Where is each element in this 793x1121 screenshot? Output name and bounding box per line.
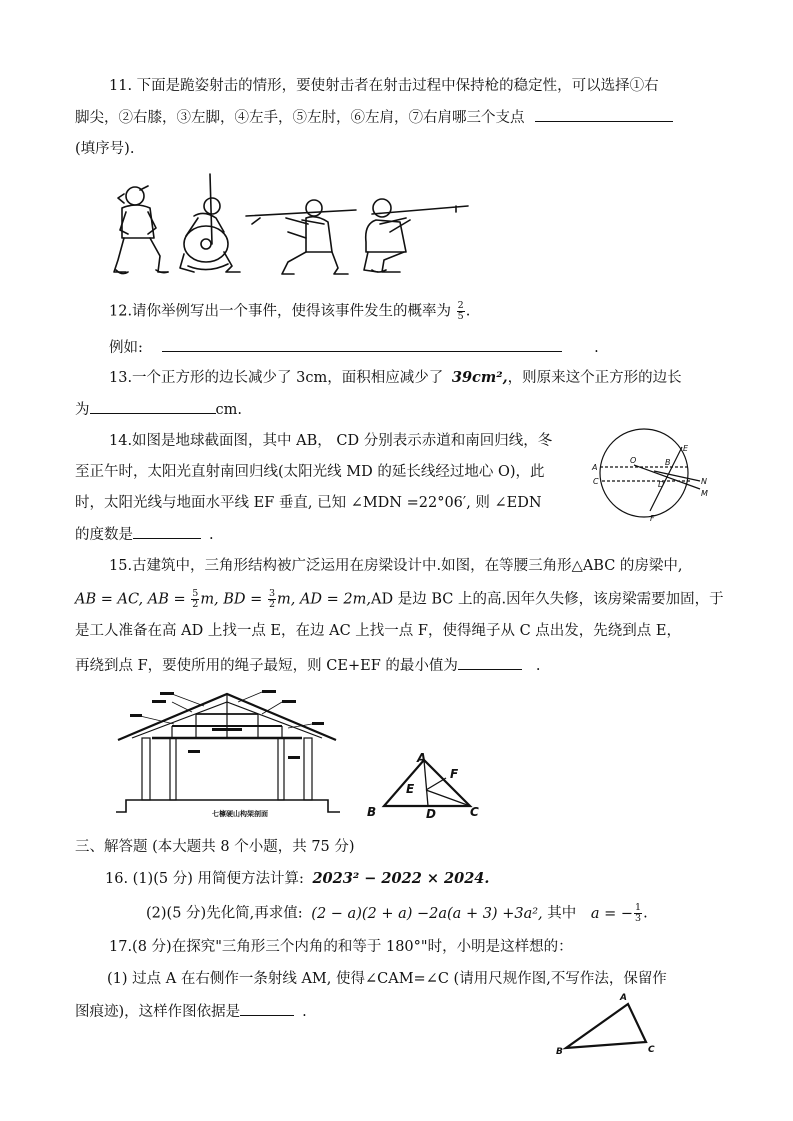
q12-line2 [109, 337, 599, 358]
q11-line2-text: 脚尖，②右膝，③左脚，④左手，⑤左肘，⑥左肩，⑦右肩哪三个支点 [75, 110, 525, 126]
q17-line3-end: . [302, 1004, 307, 1020]
q15-f2-den: 2 [268, 599, 275, 610]
q17-label-a: A [620, 993, 627, 1003]
shooter-back-view [180, 174, 240, 272]
q15-fraction-bd [268, 589, 276, 610]
shooting-postures-figure [110, 172, 480, 282]
q17-label-c: C [648, 1045, 655, 1055]
q16-a-eq: a = − [590, 905, 634, 922]
q15-answer-blank[interactable] [458, 655, 522, 670]
shooter-front-view [114, 186, 168, 274]
q15-line2-tail: AD 是边 BC 上的高.因年久失修，该房梁需要加固，于 [371, 591, 724, 608]
q16-a-end: . [643, 905, 648, 922]
q17-triangle-abc [566, 1004, 646, 1048]
altitude-ad [424, 760, 428, 806]
q15-fraction-ab [191, 589, 199, 610]
q14-line3: 时，太阳光线与地面水平线 EF 垂直, 已知 ∠MDN =22°06′, 则 ∠EDN [75, 495, 542, 511]
q14-label-o: O [630, 456, 637, 465]
q16-part1 [105, 869, 489, 889]
q15-line1: 15.古建筑中，三角形结构被广泛运用在房梁设计中.如图，在等腰三角形△ABC 的房梁中, [109, 558, 683, 574]
q11-line3: (填序号). [75, 141, 135, 157]
q13-line2-start: 为 [75, 402, 90, 418]
roof-structure-figure [112, 688, 342, 818]
q17-line3-text: 图痕迹)，这样作图依据是 [75, 1004, 241, 1020]
q13-text-b: ，则原来这个正方形的边长 [507, 370, 682, 386]
column-left [142, 738, 150, 800]
q14-label-a: A [592, 463, 598, 472]
q12-frac-num: 2 [457, 300, 464, 311]
q15-f1-den: 2 [192, 599, 199, 610]
q14-line4-text: 的度数是 [75, 527, 133, 543]
q13-line1 [109, 368, 682, 388]
q13-line2 [75, 399, 242, 420]
q15-line2 [75, 589, 724, 610]
q17-answer-blank[interactable] [240, 1001, 294, 1016]
q15-line4-text: 再绕到点 F，要使所用的绳子最短，则 CE+EF 的最小值为 [75, 658, 458, 674]
earth-circle [600, 429, 688, 517]
q17-line2: (1) 过点 A 在右侧作一条射线 AM, 使得∠CAM=∠C (请用尺规作图,不写作法，保留作 [107, 971, 667, 987]
q14-answer-blank[interactable] [133, 524, 201, 539]
q12-frac-den: 5 [457, 311, 464, 322]
q14-line1: 14.如图是地球截面图，其中 AB， CD 分别表示赤道和南回归线，冬 [109, 433, 553, 449]
q12-example-end: . [594, 340, 599, 356]
q14-line2: 至正午时，太阳光直射南回归线(太阳光线 MD 的延长线经过地心 O)，此 [75, 464, 545, 480]
q11-answer-blank[interactable] [535, 107, 673, 122]
q14-label-b: B [665, 458, 671, 467]
q11-line2 [75, 107, 673, 128]
q12-example-label: 例如: [109, 340, 143, 356]
q12-line1 [109, 301, 470, 322]
q15-math-ad: m, AD = 2m, [276, 591, 372, 608]
q16-p2-text: (2)(5 分)先化简,再求值: [146, 905, 303, 922]
q14-line4 [75, 524, 214, 545]
q11-line1: 11. 下面是跪姿射击的情形，要使射击者在射击过程中保持枪的稳定性，可以选择①右 [109, 78, 659, 94]
q14-label-e: E [683, 444, 689, 453]
q14-label-d: D [658, 480, 665, 489]
q15-f2-num: 3 [268, 588, 275, 599]
q15-label-d: D [426, 807, 436, 821]
q15-f1-num: 5 [192, 588, 199, 599]
q12-text: 12.请你举例写出一个事件，使得该事件发生的概率为 [109, 303, 452, 320]
q15-label-e: E [406, 782, 415, 796]
q16-a-fraction [634, 903, 642, 924]
q14-label-c: C [593, 477, 599, 486]
earth-cross-section-figure [588, 425, 718, 525]
q16-part2 [146, 903, 648, 924]
segment-ef [426, 778, 446, 790]
q15-label-b: B [367, 805, 377, 819]
q15-label-a: A [417, 751, 427, 765]
roof-caption: 七檩硬山构架剖面 [212, 810, 268, 818]
q13-unit: cm. [215, 402, 242, 418]
q12-probability-fraction [457, 301, 465, 322]
q16-p2-where: 其中 [547, 905, 577, 922]
q16-p1-math: 2023² − 2022 × 2024. [312, 870, 490, 887]
isosceles-triangle-figure [362, 750, 492, 822]
q17-label-b: B [556, 1047, 563, 1057]
q14-label-f: F [650, 514, 655, 523]
q15-math-ab: AB = AC, AB = [75, 591, 186, 608]
q15-line3: 是工人准备在高 AD 上找一点 E，在边 AC 上找一点 F，使得绳子从 C 点出发，先绕到点 E， [75, 623, 681, 639]
q15-line4-end: . [535, 658, 541, 674]
section3-title: 三、解答题 (本大题共 8 个小题，共 75 分) [75, 839, 355, 855]
q16-p2-math: (2 − a)(2 + a) −2a(a + 3) +3a², [311, 905, 543, 922]
q17-line3 [75, 1001, 307, 1022]
q15-label-f: F [450, 767, 459, 781]
q17-triangle-figure [556, 990, 668, 1056]
q16-a-num: 1 [635, 902, 642, 913]
q15-label-c: C [470, 805, 479, 819]
shooter-side-view-right [364, 199, 468, 272]
q15-line4 [75, 655, 540, 676]
q14-label-n: N [701, 477, 707, 486]
q13-area-value: 39cm², [451, 369, 508, 386]
q16-a-den: 3 [635, 913, 642, 924]
q12-end: . [465, 303, 471, 320]
shooter-side-view-left [246, 200, 356, 274]
q14-label-m: M [701, 489, 708, 498]
q17-line1: 17.(8 分)在探究"三角形三个内角的和等于 180°"时，小明是这样想的： [109, 939, 573, 955]
q16-p1-text: 16. (1)(5 分) 用简便方法计算: [105, 871, 304, 887]
q14-line4-end: . [209, 527, 214, 543]
q13-text-a: 13.一个正方形的边长减少了 3cm，面积相应减少了 [109, 370, 444, 386]
q15-math-bd: m, BD = [200, 591, 263, 608]
q13-answer-blank[interactable] [90, 399, 216, 414]
column-right [304, 738, 312, 800]
q12-answer-blank[interactable] [162, 337, 562, 352]
